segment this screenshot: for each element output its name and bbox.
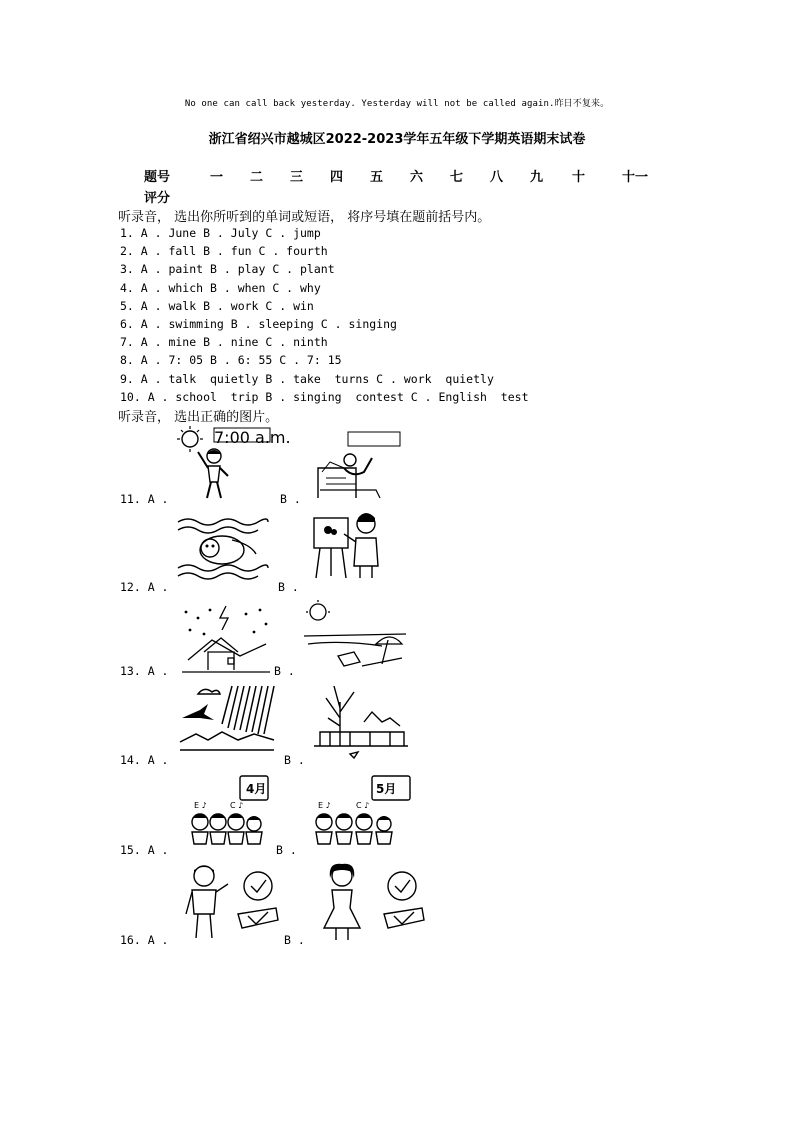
item-14-b-label: B . (284, 753, 305, 767)
section1-instruction: 听录音， 选出你所听到的单词或短语， 将序号填在题前括号内。 (118, 210, 491, 225)
question-1: 1. A . June B . July C . jump (120, 226, 321, 240)
score-col-8: 八 (490, 170, 504, 185)
item-16-a-picture (180, 862, 280, 942)
item-16-b-label: B . (284, 933, 305, 947)
svg-text:C ♪: C ♪ (356, 801, 370, 810)
item-12-a-label: 12. A . (120, 580, 169, 594)
motto: No one can call back yesterday. Yesterday will not be called again.昨日不复来。 (184, 99, 610, 109)
score-col-5: 五 (370, 170, 384, 185)
score-col-11: 十一 (622, 170, 649, 185)
svg-text:E ♪: E ♪ (194, 801, 207, 810)
item-15-b-label: B . (276, 843, 297, 857)
score-col-2: 二 (250, 170, 264, 185)
question-6: 6. A . swimming B . sleeping C . singing (120, 317, 397, 331)
question-10: 10. A . school trip B . singing contest C . English test (120, 390, 529, 404)
score-col-3: 三 (290, 170, 304, 185)
item-12-b-label: B . (278, 580, 299, 594)
score-col-7: 七 (450, 170, 464, 185)
question-7: 7. A . mine B . nine C . ninth (120, 335, 328, 349)
item-11-b-picture (316, 428, 416, 500)
item-13-b-picture (302, 600, 408, 672)
question-4: 4. A . which B . when C . why (120, 281, 321, 295)
question-9: 9. A . talk quietly B . take turns C . work quietly (120, 372, 494, 386)
question-2: 2. A . fall B . fun C . fourth (120, 244, 328, 258)
question-8: 8. A . 7: 05 B . 6: 55 C . 7: 15 (120, 353, 342, 367)
score-col-1: 一 (210, 170, 224, 185)
item-11-b-label: B . (280, 492, 301, 506)
item-16-b-picture (318, 862, 428, 942)
section2-instruction: 听录音， 选出正确的图片。 (118, 410, 279, 425)
svg-text:E ♪: E ♪ (318, 801, 331, 810)
item-15-b-calendar-label: 5月 (376, 782, 397, 796)
score-col-6: 六 (410, 170, 424, 185)
item-13-a-label: 13. A . (120, 664, 169, 678)
item-14-a-picture (178, 684, 278, 756)
score-row-label: 题号 (144, 170, 171, 185)
question-3: 3. A . paint B . play C . plant (120, 262, 335, 276)
item-12-b-picture (312, 508, 384, 580)
item-11-a-clock-sign: 7:00 a.m. (214, 428, 291, 447)
score-col-10: 十 (572, 170, 586, 185)
item-15-a-label: 15. A . (120, 843, 169, 857)
item-13-b-label: B . (274, 664, 295, 678)
question-5: 5. A . walk B . work C . win (120, 299, 314, 313)
item-14-a-label: 14. A . (120, 753, 169, 767)
item-16-a-label: 16. A . (120, 933, 169, 947)
page-title: 浙江省绍兴市越城区2022-2023学年五年级下学期英语期末试卷 (208, 132, 586, 147)
item-12-a-picture (176, 514, 270, 582)
item-13-a-picture (180, 604, 272, 676)
svg-text:C ♪: C ♪ (230, 801, 244, 810)
item-14-b-picture (310, 682, 410, 762)
score-col-9: 九 (530, 170, 544, 185)
item-11-a-label: 11. A . (120, 492, 169, 506)
score-row2-label: 评分 (144, 191, 171, 206)
item-15-a-calendar-label: 4月 (246, 782, 267, 796)
score-col-4: 四 (330, 170, 344, 185)
